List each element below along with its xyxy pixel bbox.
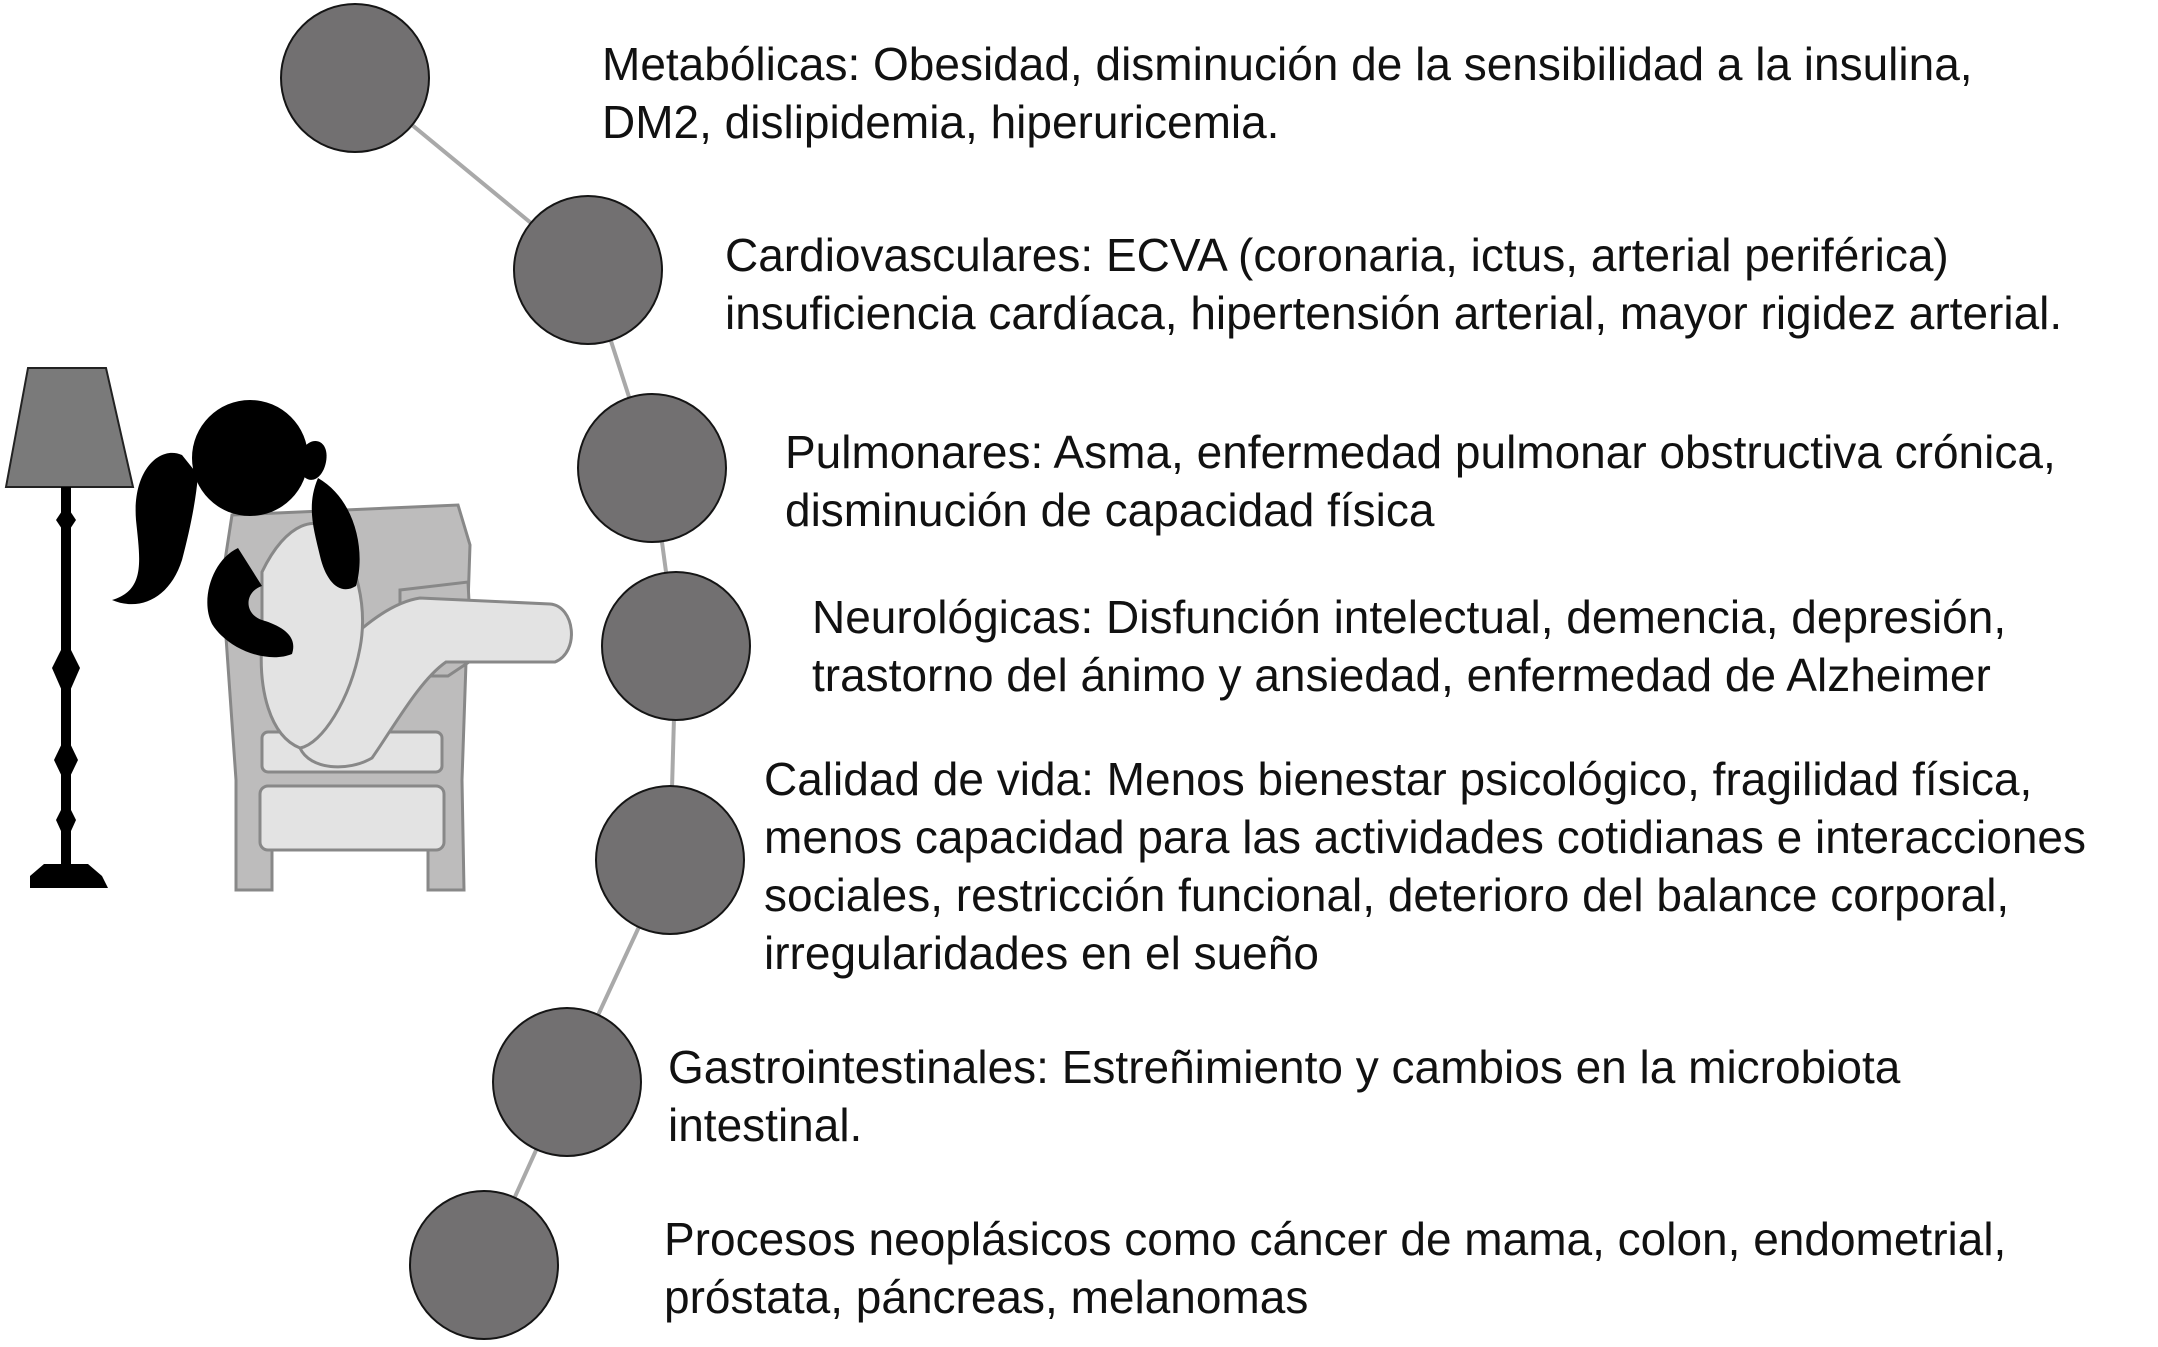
person-icon (112, 400, 571, 767)
pulmonares-text (785, 423, 2056, 539)
text-line: irregularidades en el sueño (764, 927, 1319, 979)
text-line: Neurológicas: Disfunción intelectual, demencia, depresión, (812, 591, 2007, 643)
text-line: Pulmonares: Asma, enfermedad pulmonar obstructiva crónica, (785, 426, 2056, 478)
text-line: Gastrointestinales: Estreñimiento y cambios en la microbiota (668, 1041, 1901, 1093)
text-line: Procesos neoplásicos como cáncer de mama, colon, endometrial, (664, 1213, 2007, 1265)
person-head (192, 400, 308, 516)
text-line: próstata, páncreas, melanomas (664, 1271, 1309, 1323)
lamp-base (30, 864, 108, 888)
cardiovasculares-text (725, 226, 2062, 342)
timeline-node (514, 196, 662, 344)
text-line: disminución de capacidad física (785, 484, 1435, 536)
text-line: DM2, dislipidemia, hiperuricemia. (602, 96, 1280, 148)
armchair-cushion (260, 786, 444, 850)
lamp-ornament (54, 735, 78, 785)
lamp-ornament (56, 800, 76, 842)
metabolicas-text (602, 35, 1973, 151)
text-line: Metabólicas: Obesidad, disminución de la sensibilidad a la insulina, (602, 38, 1973, 90)
lamp-shade (6, 368, 133, 487)
text-line: Calidad de vida: Menos bienestar psicológico, fragilidad física, (764, 753, 2033, 805)
timeline-node (578, 394, 726, 542)
timeline-node (410, 1191, 558, 1339)
text-line: intestinal. (668, 1099, 863, 1151)
calidad-de-vida-text (764, 750, 2086, 982)
floor-lamp-icon (6, 368, 133, 888)
lamp-ornament (56, 505, 76, 535)
text-line: trastorno del ánimo y ansiedad, enfermedad de Alzheimer (812, 649, 1991, 701)
timeline-node (493, 1008, 641, 1156)
timeline-node (281, 4, 429, 152)
text-line: Cardiovasculares: ECVA (coronaria, ictus, arterial periférica) (725, 229, 1949, 281)
timeline-node (602, 572, 750, 720)
timeline-node (596, 786, 744, 934)
text-line: sociales, restricción funcional, deterioro del balance corporal, (764, 869, 2010, 921)
text-line: insuficiencia cardíaca, hipertensión arterial, mayor rigidez arterial. (725, 287, 2063, 339)
lamp-ornament (52, 640, 80, 700)
neoplasicos-text (664, 1210, 2006, 1326)
text-line: menos capacidad para las actividades cotidianas e interacciones (764, 811, 2087, 863)
neurologicas-text (812, 588, 2006, 704)
sedentary-person-illustration (6, 368, 571, 890)
gastrointestinales-text (668, 1038, 1900, 1154)
